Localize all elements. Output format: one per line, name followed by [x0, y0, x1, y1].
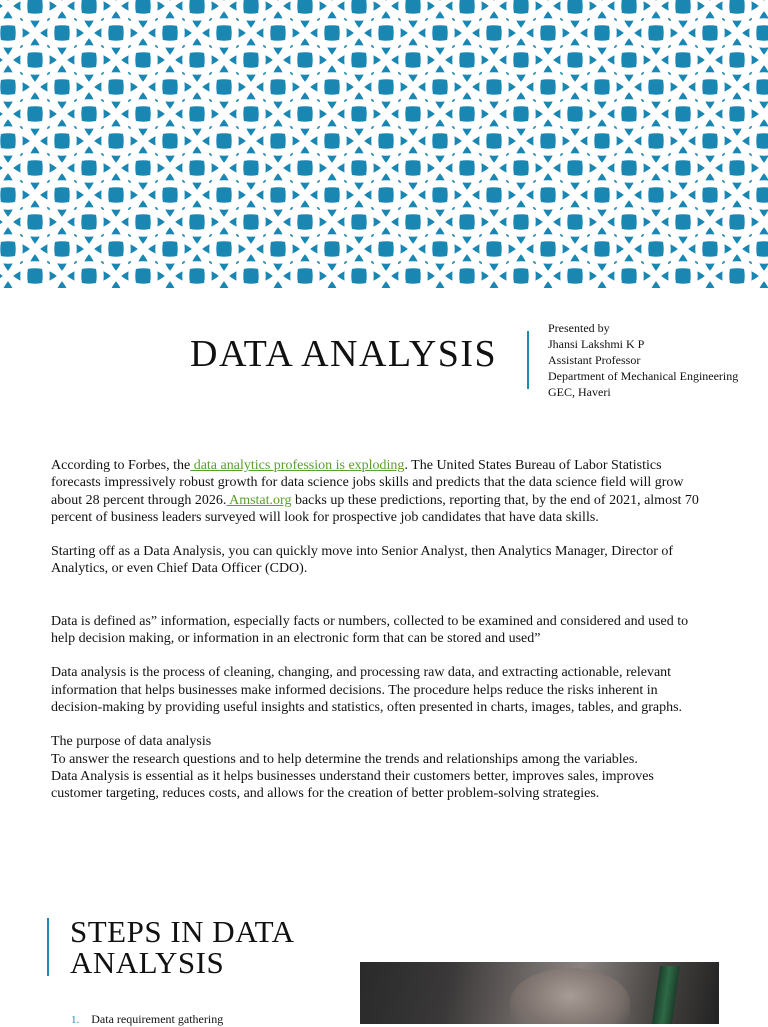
presenter-line: Department of Mechanical Engineering: [548, 369, 739, 383]
steps-title-line: STEPS IN DATA: [70, 914, 295, 949]
presenter-info: [548, 320, 738, 400]
page-title: DATA ANALYSIS: [190, 333, 498, 375]
decorative-banner: [0, 0, 768, 288]
text-run: . The United States Bureau of Labor Statistics forecasts impressively robust growth for data science jobs skills and predicts that the data science field will grow about 28 percent through 2026.: [51, 458, 684, 508]
list-item-label: Data requirement gathering: [91, 1012, 224, 1026]
presenter-line: Presented by: [548, 321, 610, 335]
presenter-line: GEC, Haveri: [548, 385, 611, 399]
paragraph-forbes: [51, 457, 701, 526]
text-run: According to Forbes, the: [51, 458, 191, 473]
title-divider: [527, 331, 529, 389]
steps-title-line: ANALYSIS: [70, 945, 225, 980]
steps-list: [71, 1012, 223, 1027]
wristband-shape: [652, 966, 680, 1024]
purpose-line: To answer the research questions and to help determine the trends and relationships among the variables.: [51, 751, 638, 767]
list-item: [71, 1012, 223, 1027]
title-section: [0, 288, 768, 418]
paragraph-definition: Data is defined as” information, especially facts or numbers, collected to be examined and considered and used to help decision making, or information in an electronic form that can be stored and used”: [51, 613, 689, 647]
circle-pattern: [0, 0, 768, 288]
list-number: 1.: [71, 1014, 80, 1026]
paragraph-process: Data analysis is the process of cleaning, changing, and processing raw data, and extracting actionable, relevant information that helps businesses make informed decisions. The procedure helps reduce the risks inherent in decision-making by providing useful insights and statistics, often presented in charts, images, tables, and graphs.: [51, 665, 683, 715]
steps-divider: [47, 918, 49, 976]
presenter-line: Jhansi Lakshmi K P: [548, 337, 645, 351]
link-data-analytics-exploding[interactable]: data analytics profession is exploding: [190, 458, 405, 473]
hand-photo: [360, 962, 719, 1024]
paragraph-career: Starting off as a Data Analysis, you can quickly move into Senior Analyst, then Analytics Manager, Director of Analytics, or even Chief Data Officer (CDO).: [51, 544, 674, 577]
body-text: [51, 457, 701, 802]
link-amstat[interactable]: Amstat.org: [226, 492, 292, 508]
presenter-line: Assistant Professor: [548, 353, 641, 367]
hand-shape: [510, 968, 630, 1024]
text-run: backs up these predictions, reporting that, by the end of 2021, almost 70 percent of business leaders surveyed will look for prospective job candidates that have data skills.: [51, 492, 699, 525]
purpose-line: Data Analysis is essential as it helps businesses understand their customers better, improves sales, improves customer targeting, reduces costs, and allows for the creation of better problem-solving strategies.: [51, 768, 654, 802]
purpose-heading: The purpose of data analysis: [51, 734, 212, 750]
steps-title: [70, 916, 294, 978]
